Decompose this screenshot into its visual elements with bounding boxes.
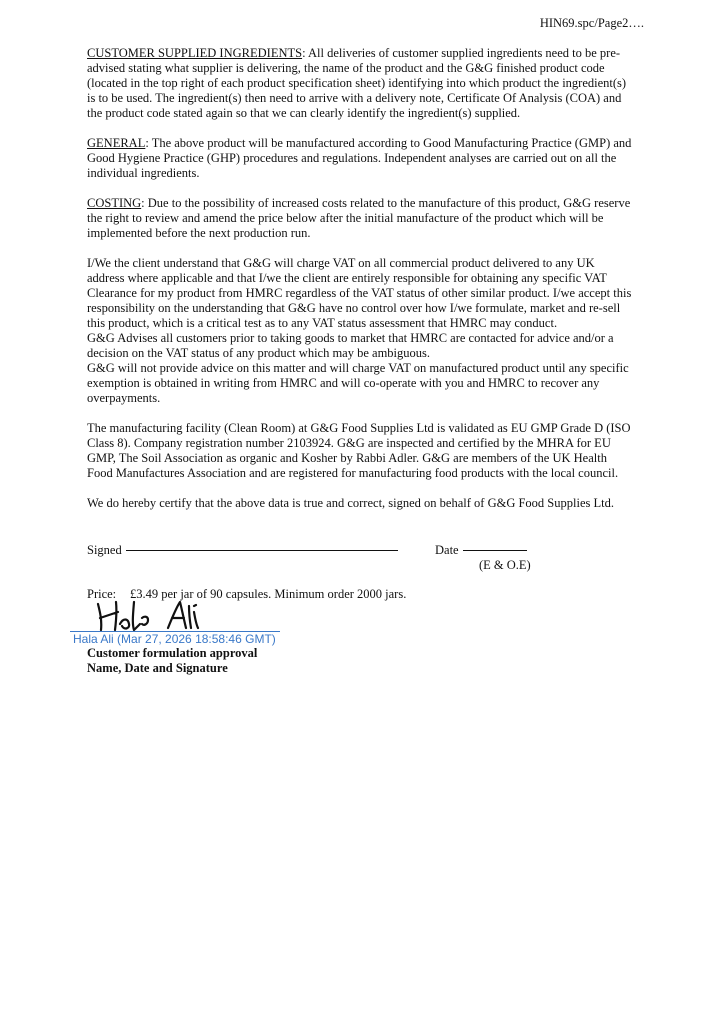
approval-block: [87, 646, 257, 676]
document-body: [87, 46, 635, 526]
general-paragraph: [87, 136, 635, 181]
vat-paragraph-3: G&G will not provide advice on this matter and will charge VAT on manufactured product until any specific exemption is obtained in writing from HMRC and will co-operate with you and HMRC to recover any overpayments.: [87, 361, 629, 405]
page-reference: HIN69.spc/Page2….: [539, 16, 644, 30]
signed-field: [87, 543, 398, 558]
date-label: Date: [435, 543, 459, 557]
date-line: [463, 550, 527, 551]
signed-label: Signed: [87, 543, 122, 557]
date-field: [435, 543, 527, 558]
customer-ingredients-heading: CUSTOMER SUPPLIED INGREDIENTS: [87, 46, 303, 60]
costing-text: : Due to the possibility of increased costs related to the manufacture of this product, G&G reserve the right to review and amend the price below after the initial manufacture of the product which will be implemented before the next production run.: [87, 196, 631, 240]
vat-paragraph-1: I/We the client understand that G&G will charge VAT on all commercial product delivered to any UK address where applicable and that I/we the client are entirely responsible for obtaining any specific VAT Clearance for my product from HMRC regardless of the VAT status of other similar product. I/we accept this responsibility on the understanding that G&G have no control over how I/we formulate, market and re-sell this product, which is a critical test as to any VAT status assessment that HMRC may conduct.: [87, 256, 632, 330]
certify-paragraph: We do hereby certify that the above data is true and correct, signed on behalf of G&G Food Supplies Ltd.: [87, 496, 614, 510]
customer-ingredients-text: : All deliveries of customer supplied ingredients need to be pre-advised stating what supplier is delivering, the name of the product and the G&G finished product code (located in the top right of each product specification sheet) identifying into which product the ingredient(s) is to be used. The ingredient(s) then need to arrive with a delivery note, Certificate Of Analysis (COA) and the product code stated again so that we can clearly identify the ingredient(s) supplied.: [87, 46, 627, 120]
facility-paragraph: The manufacturing facility (Clean Room) at G&G Food Supplies Ltd is validated as EU GMP Grade D (ISO Class 8). Company registration number 2103924. G&G are inspected and certified by the MHRA for EU GMP, The Soil Association as organic and Kosher by Rabbi Adler. G&G are members of the UK Health Food Manufactures Association and are registered for manufacturing food products with the local council.: [87, 421, 631, 480]
approval-line-1: Customer formulation approval: [87, 646, 258, 660]
customer-ingredients-paragraph: [87, 46, 635, 121]
price-text: £3.49 per jar of 90 capsules. Minimum order 2000 jars.: [130, 587, 407, 601]
approval-line-2: Name, Date and Signature: [87, 661, 228, 675]
costing-heading: COSTING: [87, 196, 142, 210]
signed-line: [126, 550, 398, 551]
vat-paragraph-2: G&G Advises all customers prior to taking goods to market that HMRC are contacted for advice and/or a decision on the VAT status of any product which may be ambiguous.: [87, 331, 614, 360]
general-heading: GENERAL: [87, 136, 146, 150]
price-label: Price:: [87, 587, 117, 601]
signer-caption-link[interactable]: Hala Ali (Mar 27, 2026 18:58:46 GMT): [73, 632, 276, 646]
general-text: : The above product will be manufactured according to Good Manufacturing Practice (GMP) and Good Hygiene Practice (GHP) procedures and regulations. Independent analyses are carried out on all the individual ingredients.: [87, 136, 632, 180]
costing-paragraph: [87, 196, 635, 241]
eoe-note: (E & O.E): [479, 558, 531, 572]
handwritten-signature: [90, 598, 220, 634]
